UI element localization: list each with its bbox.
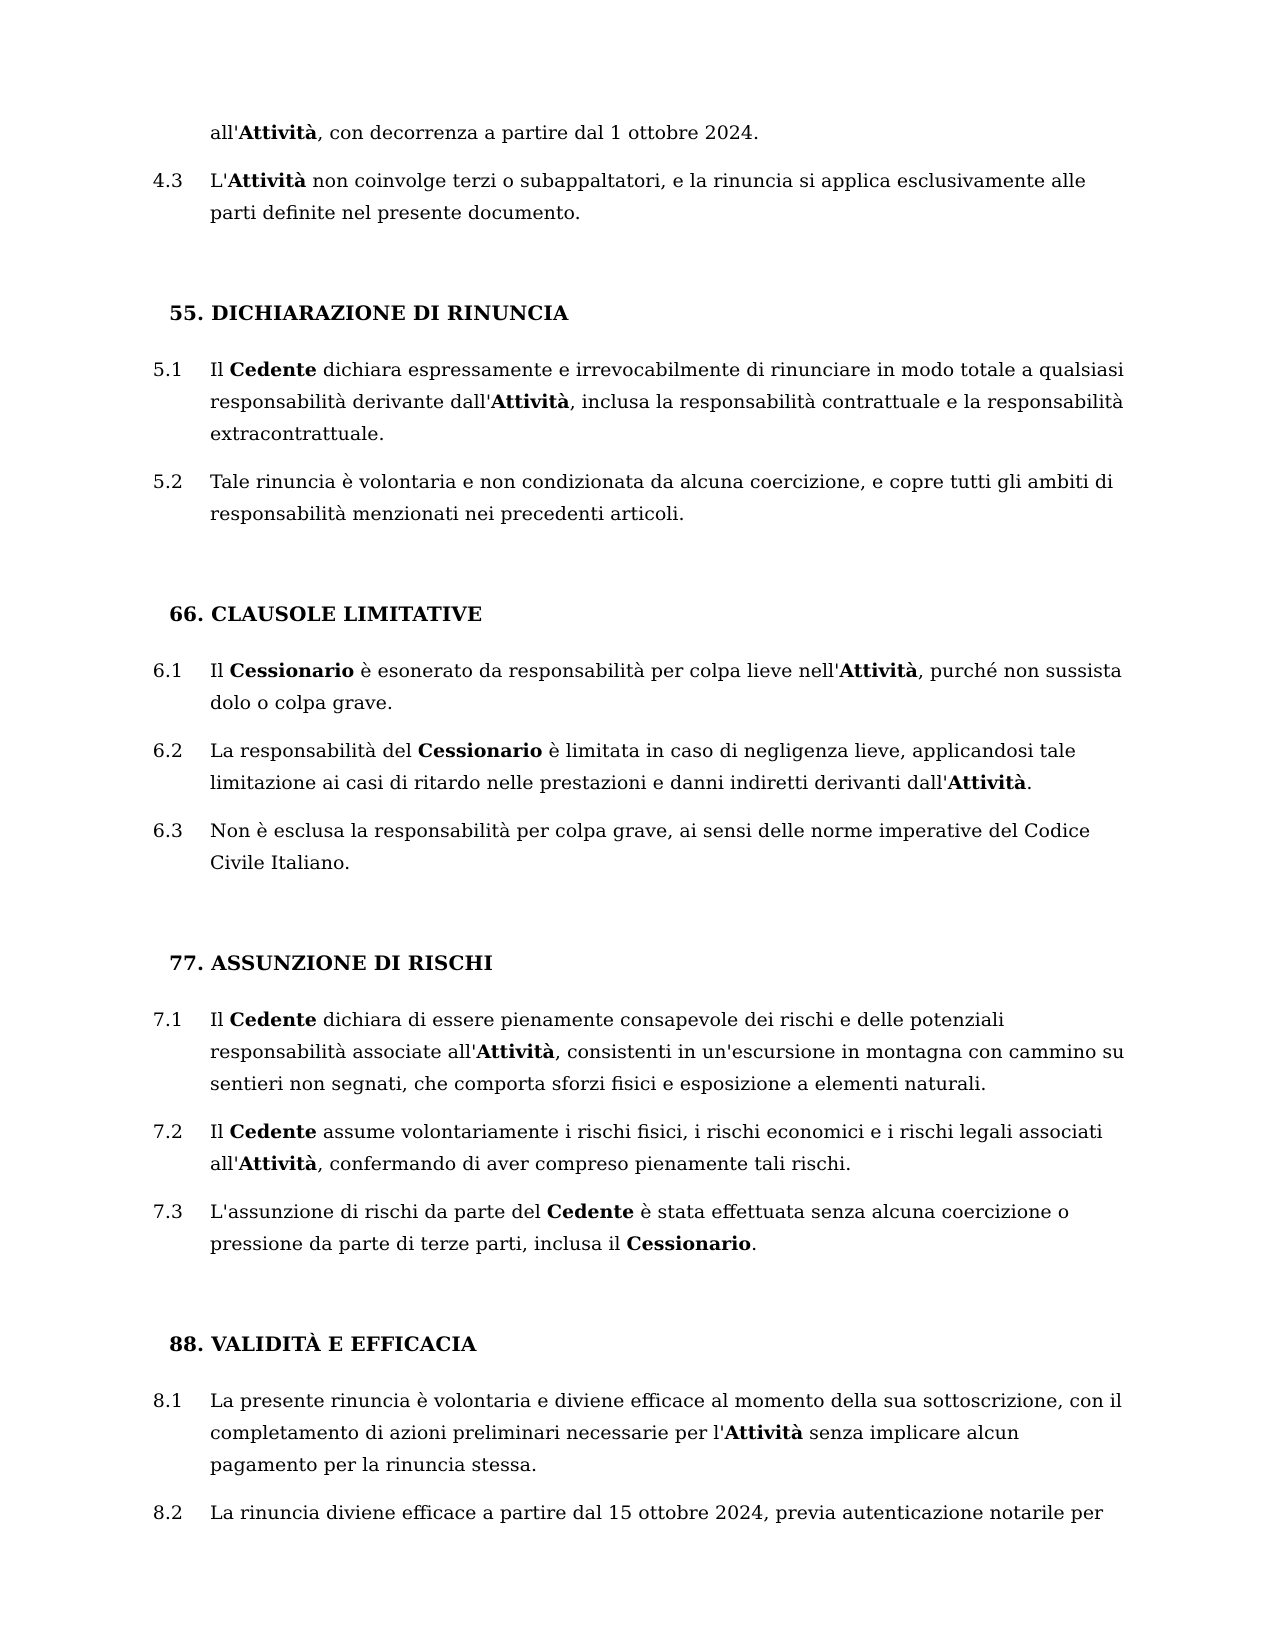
text-segment: , purché non sussista dolo o colpa grave. <box>210 660 1122 714</box>
defined-term: Cedente <box>229 1121 317 1143</box>
clause-row <box>0 1497 1125 1529</box>
clause-text <box>210 1497 1125 1529</box>
text-segment: , consistenti in un'escursione in montagna con cammino su sentieri non segnati, che comporta sforzi fisici e esposizione a elementi naturali. <box>210 1041 1125 1095</box>
text-segment: . <box>1026 772 1033 794</box>
text-segment: Non è esclusa la responsabilità per colpa grave, ai sensi delle norme imperative del Codice Civile Italiano. <box>210 820 1091 874</box>
text-segment: Tale rinuncia è volontaria e non condizionata da alcuna coercizione, e copre tutti gli ambiti di responsabilità menzionati nei precedenti articoli. <box>210 471 1114 525</box>
defined-term: Cessionario <box>626 1233 752 1255</box>
section-title: 8. VALIDITÀ E EFFICACIA <box>183 1332 477 1356</box>
clause-number: 6.1 <box>152 660 183 682</box>
defined-term: Cessionario <box>417 740 543 762</box>
text-segment: Il <box>210 359 230 381</box>
section-heading-row <box>0 297 1098 329</box>
clause-row <box>0 466 1125 530</box>
defined-term: Attività <box>839 660 918 682</box>
clause-row <box>0 1385 1125 1481</box>
section-title: 5. DICHIARAZIONE DI RINUNCIA <box>183 301 569 325</box>
clause-row <box>0 1004 1125 1100</box>
defined-term: Attività <box>476 1041 555 1063</box>
clause-text <box>210 815 1125 879</box>
clause-row <box>0 815 1125 879</box>
continuation-row <box>0 117 1125 149</box>
text-segment: dichiara espressamente e irrevocabilmente di rinunciare in modo totale a qualsiasi responsabilità derivante dall' <box>210 359 1124 413</box>
clause-text <box>210 735 1125 799</box>
defined-term: Attività <box>238 122 318 144</box>
clause-row <box>0 735 1125 799</box>
defined-term: Attività <box>724 1422 804 1444</box>
text-segment: L' <box>210 170 228 192</box>
text-segment: . <box>751 1233 758 1255</box>
clause-number: 6.2 <box>152 740 183 762</box>
section-heading-row <box>0 947 1098 979</box>
text-segment: Il <box>210 660 230 682</box>
clause-number: 7.3 <box>152 1201 183 1223</box>
defined-term: Attività <box>491 391 570 413</box>
clause-row <box>0 354 1125 450</box>
clause-text <box>210 1004 1125 1100</box>
text-segment: , confermando di aver compreso pienamente tali rischi. <box>317 1153 852 1175</box>
text-segment: all' <box>210 122 239 144</box>
text-segment: non coinvolge terzi o subappaltatori, e la rinuncia si applica esclusivamente alle parti definite nel presente documento. <box>210 170 1086 224</box>
clause-row <box>0 1196 1125 1260</box>
defined-term: Cessionario <box>229 660 355 682</box>
clause-row <box>0 165 1125 229</box>
clause-row <box>0 655 1125 719</box>
section-number: 7 <box>169 951 183 975</box>
clause-number: 5.2 <box>152 471 183 493</box>
section-number: 5 <box>169 301 183 325</box>
defined-term: Cedente <box>546 1201 635 1223</box>
text-segment: assume volontariamente i rischi fisici, i rischi economici e i rischi legali associati all' <box>210 1121 1103 1175</box>
text-segment: è esonerato da responsabilità per colpa lieve nell' <box>354 660 840 682</box>
clause-text <box>210 1116 1125 1180</box>
clause-number: 5.1 <box>152 359 183 381</box>
clause-text <box>210 655 1125 719</box>
clause-text <box>210 165 1125 229</box>
text-segment: La responsabilità del <box>210 740 418 762</box>
clause-number: 8.1 <box>152 1390 183 1412</box>
section-title: 6. CLAUSOLE LIMITATIVE <box>183 602 483 626</box>
clause-text <box>210 354 1125 450</box>
defined-term: Attività <box>227 170 307 192</box>
text-segment: , inclusa la responsabilità contrattuale e la responsabilità extracontrattuale. <box>210 391 1124 445</box>
clause-number: 8.2 <box>152 1502 183 1524</box>
text-segment: L'assunzione di rischi da parte del <box>210 1201 547 1223</box>
clause-number: 6.3 <box>152 820 183 842</box>
text-segment: La presente rinuncia è volontaria e diviene efficace al momento della sua sottoscrizione, con il completamento di azioni preliminari necessarie per l' <box>210 1390 1122 1444</box>
defined-term: Attività <box>238 1153 318 1175</box>
text-segment: La rinuncia diviene efficace a partire dal 15 ottobre 2024, previa autenticazione notarile per <box>210 1502 1104 1524</box>
clause-text <box>210 466 1125 530</box>
clause-text <box>210 1385 1125 1481</box>
clause-text <box>210 117 1125 149</box>
defined-term: Cedente <box>229 1009 317 1031</box>
text-segment: Il <box>210 1121 230 1143</box>
clause-number: 7.1 <box>152 1009 183 1031</box>
section-number: 8 <box>169 1332 183 1356</box>
text-segment: dichiara di essere pienamente consapevole dei rischi e delle potenziali responsabilità associate all' <box>210 1009 1005 1063</box>
clause-number: 7.2 <box>152 1121 183 1143</box>
text-segment: senza implicare alcun pagamento per la rinuncia stessa. <box>210 1422 1020 1476</box>
text-segment: è stata effettuata senza alcuna coercizione o pressione da parte di terze parti, inclusa il <box>210 1201 1070 1255</box>
text-segment: è limitata in caso di negligenza lieve, applicandosi tale limitazione ai casi di ritardo nelle prestazioni e danni indiretti derivanti dall' <box>210 740 1076 794</box>
text-segment: , con decorrenza a partire dal 1 ottobre 2024. <box>317 122 760 144</box>
clause-row <box>0 1116 1125 1180</box>
defined-term: Attività <box>947 772 1027 794</box>
clause-text <box>210 1196 1125 1260</box>
defined-term: Cedente <box>229 359 317 381</box>
section-title: 7. ASSUNZIONE DI RISCHI <box>183 951 493 975</box>
section-heading-row <box>0 1328 1098 1360</box>
section-heading-row <box>0 598 1098 630</box>
text-segment: Il <box>210 1009 230 1031</box>
clause-number: 4.3 <box>152 170 183 192</box>
section-number: 6 <box>169 602 183 626</box>
